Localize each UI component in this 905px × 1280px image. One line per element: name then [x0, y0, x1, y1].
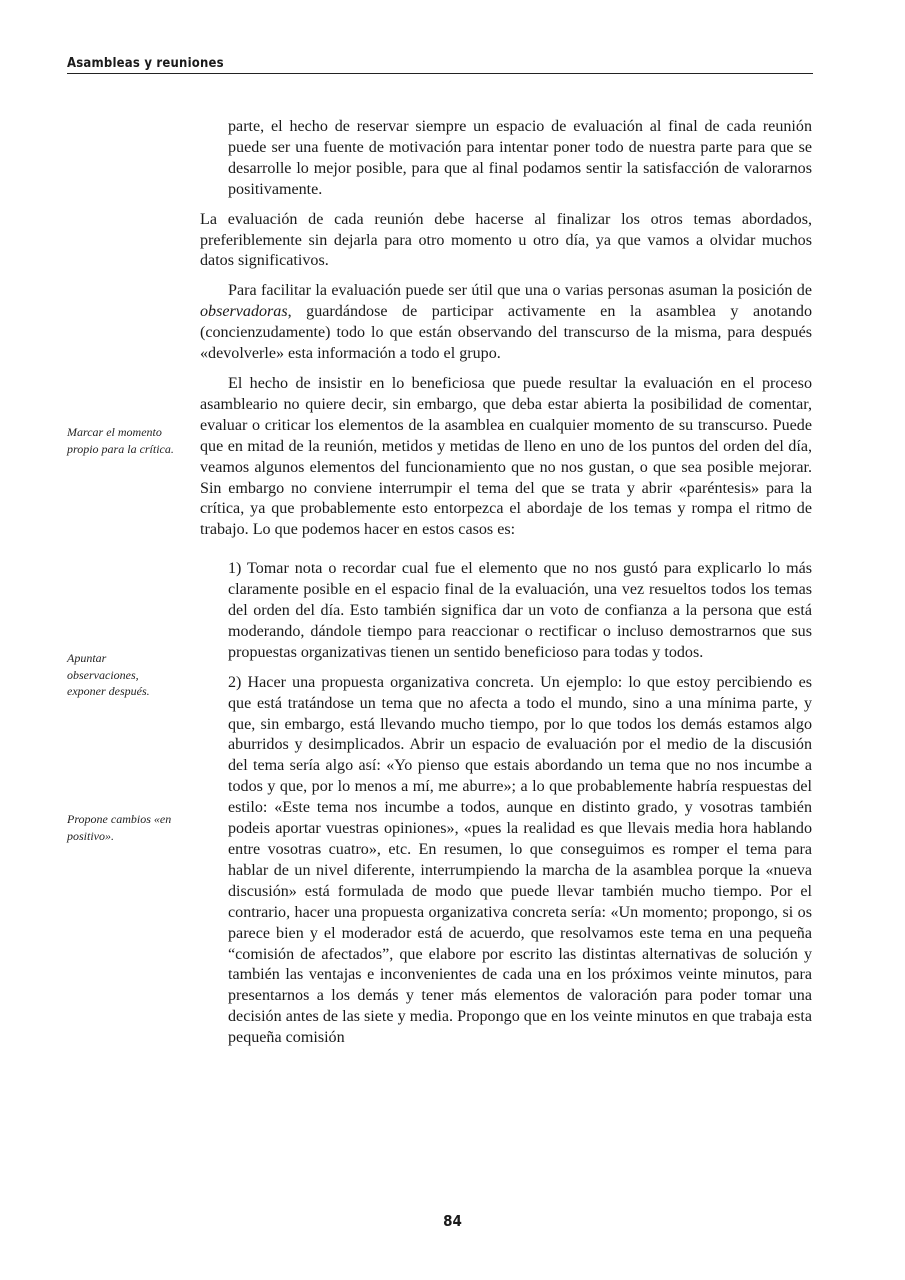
- page-number: 84: [443, 1212, 462, 1230]
- paragraph-continuation: parte, el hecho de reservar siempre un espacio de evaluación al final de cada reunión puede ser una fuente de motivación para intentar poner todo de nuestra parte para que se desarrolle lo mejor posible, para que al final podamos sentir la satisfacción de valorarnos positivamente.: [228, 118, 812, 198]
- list-item-2: 2) Hacer una propuesta organizativa concreta. Un ejemplo: lo que estoy percibiendo es que está tratándose un tema que no afecta a todo el mundo, sino a una mínima parte, y que, sin embargo, está llevando mucho tiempo, por lo que todos los demás estamos algo aburridos y desimplicados. Abrir un espacio de evaluación por el medio de la discusión del tema sería algo así: «Yo pienso que estais abordando un tema que no nos incumbe a todos y que, por lo menos a mí, me aburre»; a lo que probablemente habría respuestas del estilo: «Este tema nos incumbe a todos, aunque en distinto grado, y vosotras también podeis aportar vuestras opiniones», «pues la realidad es que llevais media hora hablando entre vosotras cuatro», etc. En resumen, lo que conseguimos es romper el tema para hablar de un nivel diferente, interrumpiendo la marcha de la asamblea porque la «nueva discusión» está formulada de modo que puede llevar también mucho tiempo. Por el contrario, hacer una propuesta organizativa concreta sería: «Un momento; propongo, si os parece bien y el moderador está de acuerdo, que resolvamos este tema en una pequeña “comisión de afectados”, que elabore por escrito las distintas alternativas de solución y también las ventajas e inconvenientes de cada una en los próximos veinte minutos, para presentarnos a los demás y tener más elementos de valoración para poder tomar una decisión antes de las siete y media. Propongo que en los veinte minutos en que trabaja esta pequeña comisión: [228, 673, 812, 1047]
- paragraph-critique-timing: El hecho de insistir en lo beneficiosa que puede resultar la evaluación en el proceso asambleario no quiere decir, sin embargo, que deba estar abierta la posibilidad de comentar, evaluar o criticar los elementos de la asamblea en cualquier momento de su transcurso. Puede que en mitad de la reunión, metidos y metidas de lleno en uno de los puntos del orden del día, veamos algunos elementos del funcionamiento que no nos gustan, o que sea posible mejorar. Sin embargo no conviene interrumpir el tema del que se trata y abrir «paréntesis» para la crítica, ya que probablemente esto entorpezca el abordaje de los temas y rompa el ritmo de trabajo. Lo que podemos hacer en estos casos es:: [200, 374, 812, 539]
- body-text: [200, 117, 812, 1058]
- paragraph-observers: [200, 281, 812, 365]
- margin-note-propone: Propone cambios «en positivo».: [67, 812, 172, 843]
- paragraph-evaluation-timing: La evaluación de cada reunión debe hacerse al finalizar los otros temas abordados, preferiblemente sin dejarla para otro momento u otro día, ya que vamos a olvidar muchos datos significativos.: [200, 210, 812, 270]
- list-item-1: 1) Tomar nota o recordar cual fue el elemento que no nos gustó para explicarlo lo más claramente posible en el espacio final de la evaluación, una vez resueltos todos los temas del orden del día. Esto también significa dar un voto de confianza a la persona que está moderando, dándole tiempo para reaccionar o rectificar o incluso demostrarnos que sus propuestas organizativas tienen un sentido beneficioso para todas y todos.: [228, 560, 812, 661]
- paragraph-observers-text-1: Para facilitar la evaluación puede ser útil que una o varias personas asuman la posición de: [228, 282, 812, 300]
- margin-note-apuntar: Apuntar observaciones, exponer después.: [67, 651, 150, 698]
- margin-note-critica: Marcar el momento propio para la crítica.: [67, 425, 174, 456]
- paragraph-observers-text-2: , guardándose de participar activamente en la asamblea y anotando (concienzudamente) todo lo que están observando del transcurso de la misma, para después «devolverle» esta información a todo el grupo.: [200, 303, 812, 363]
- emphasis-observadoras: observadoras: [200, 303, 288, 321]
- running-header: Asambleas y reuniones: [67, 56, 813, 74]
